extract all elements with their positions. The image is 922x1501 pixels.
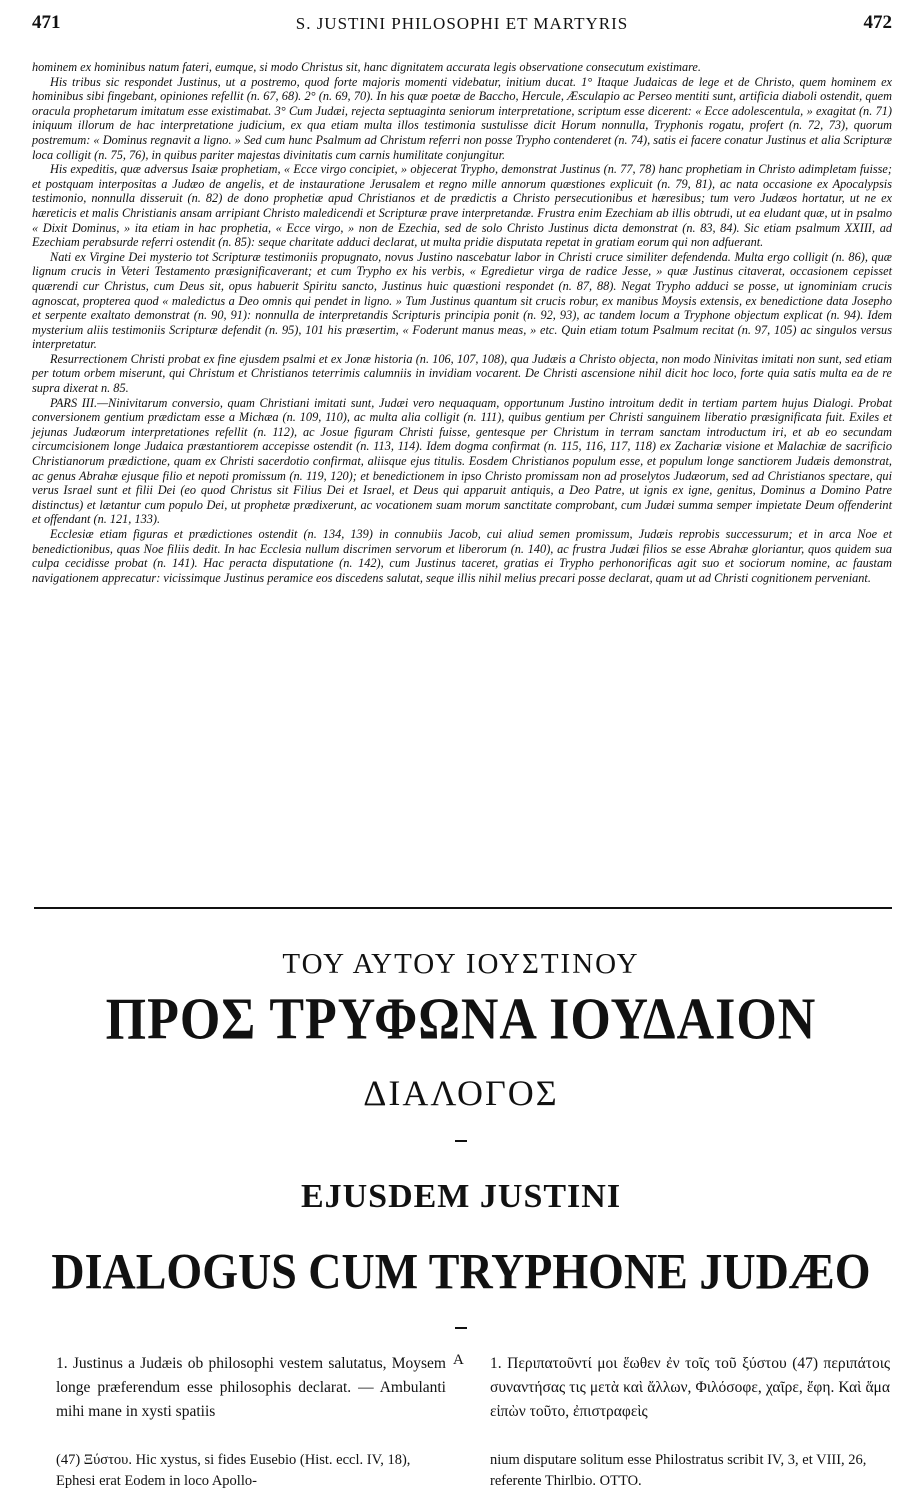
- summary-paragraph: His tribus sic respondet Justinus, ut a postremo, quod forte majoris momenti videbatur, initium ducat. 1° Itaque Judaicas de lege et de Christo, quem hominem ex hominibus sibi fingebant, opiniones refellit (n. 67, 68). 2° (n. 69, 70). In his quæ poetæ de Baccho, Hercule, Æsculapio ac Perseo mentiti sunt, artificia diaboli ostendit, quem oracula prophetarum imitatum esse existimabat. 3° Cum Judæi, rejecta septuaginta seniorum interpretatione, scriptum esse dicerent: « Ecce adolescentula, » exagitat (n. 71) iniquum illorum de hac interpretatione judicium, ex qua etiam multa illos testimonia sustulisse dicit Horum nonnulla, Tryphonis rogatu, profert (n. 72, 73), quorum postremum: « Dominus regnavit a ligno. » Sed cum hunc Psalmum ad Christum referri non posse Trypho contenderet (n. 74), satis ei facere conatur Justinus et alia Scripturæ loca colligit (n. 75, 76), in quibus pariter majestas divinitatis cum carnis humilitate conjungitur.: [32, 74, 892, 162]
- title-dash: [455, 1327, 467, 1329]
- latin-column-text: 1. Justinus a Judæis ob philosophi vestem salutatus, Moysem longe præferendum esse philosophis declarat. — Ambulanti mihi mane in xysti spatiis: [56, 1355, 446, 1420]
- greek-column-text: 1. Περιπατοῦντί μοι ἕωθεν ἐν τοῖς τοῦ ξύστου (47) περιπάτοις συναντήσας τις μετὰ καὶ ἄλλων, Φιλόσοφε, χαῖρε, ἔφη. Καὶ ἅμα εἰπὼν τοῦτο, ἐπιστραφεὶς: [490, 1355, 890, 1420]
- greek-title: ΠΡΟΣ ΤΡΥΦΩΝΑ ΙΟΥΔΑΙΟΝ: [105, 986, 817, 1053]
- title-dash: [455, 1140, 467, 1142]
- latin-title: DIALOGUS CUM TRYPHONE JUDÆO: [51, 1243, 871, 1300]
- page-number-right: 472: [863, 12, 892, 33]
- page-number-left: 471: [32, 12, 61, 33]
- page-header: [32, 8, 892, 38]
- footnote-left: (47) Ξύστου. Hic xystus, si fides Eusebio (Hist. eccl. IV, 18), Ephesi erat Eodem in loco Apollo-: [56, 1452, 411, 1489]
- footnote-right: nium disputare solitum esse Philostratus scribit IV, 3, et VIII, 26, referente Thirlbio. OTTO.: [490, 1452, 867, 1489]
- section-divider: [34, 907, 892, 909]
- latin-subtitle: EJUSDEM JUSTINI: [300, 1178, 622, 1215]
- running-title: S. JUSTINI PHILOSOPHI ET MARTYRIS: [295, 14, 629, 33]
- greek-dialogue-heading: ΔΙΑΛΟΓΟΣ: [363, 1073, 559, 1113]
- summary-paragraph: Nati ex Virgine Dei mysterio tot Scripturæ testimoniis propugnato, novus Justino nascebatur labor in Christi cruce similiter defendenda. Multa ergo colligit (n. 86), quæ lignum crucis in Veteri Testamento præsignificaverant; et cum Trypho ex his verbis, « Egredietur virga de radice Jesse, » quæ Justinus citaverat, occasionem cepisset quærendi cur Christus, cum Deus sit, opus habuerit Spiritu sancto, Justinus huic quæstioni respondet (n. 87, 88). Negat Trypho adduci se posse, ut ignominiam crucis agnoscat, propterea quod « maledictus a Deo omnis qui pendet in ligno. » Tum Justinus quantum sit crucis robur, ex manibus Moysis extensis, ex benedictione data Josepho et serpente exaltato demonstrat (n. 90, 91): nonnulla de interpretandis Scripturis principia ponit (n. 92, 93), ac tandem locum a Tryphone objectum explicat (n. 94). Idem mysterium aliis testimoniis Scripturæ defendit (n. 95), 101 his præsertim, « Foderunt manus meas, » etc. Quin etiam totum Psalmum recitat (n. 97, 105) ac singulos versus interpretatur.: [32, 249, 892, 352]
- summary-paragraph: His expeditis, quæ adversus Isaiæ prophetiam, « Ecce virgo concipiet, » objecerat Trypho, demonstrat Justinus (n. 77, 78) hanc prophetiam in Christo adimpletam fuisse; et postquam interpositas a Judæo de angelis, et de instauratione Jerusalem et regno mille annorum quæstiones explicuit (n. 79, 81), ac nata occasione ex Apocalypsis testimonio, nonnulla disseruit (n. 82) de dono prophetiæ apud Christianos et de prædictis a Christo persecutionibus et hæresibus; tum vero Judæos hortatur, ut ne ex hæreticis et malis Christianis ansam arripiant Christo maledicendi et Scripturæ prave interpretandæ. Frustra enim Ezechiam ab illis obtrudi, ut ea eludant quæ, ut in psalmo « Dixit Dominus, » ita etiam in hac prophetia, « Ecce virgo, » non de Ezechia, sed de solo Christo Justinus dicta demonstrat (n. 83, 84). Sic etiam psalmum XXIII, ad Ezechiam perabsurde referri ostendit (n. 85): seque charitate adduci declarat, ut multa pridie disputata repetat in gratiam eorum qui non adfuerant.: [32, 162, 892, 250]
- summary-text: [32, 60, 892, 585]
- summary-paragraph: hominem ex hominibus natum fateri, eumque, si modo Christus sit, hanc dignitatem accurata legis observatione consecutum existimare.: [32, 60, 701, 74]
- summary-paragraph: Resurrectionem Christi probat ex fine ejusdem psalmi et ex Jonæ historia (n. 106, 107, 108), qua Judæis a Christo objecta, non modo Ninivitas imitati non sunt, sed etiam per totum orbem miserunt, qui Christum et Christianos teterrimis calumniis in invidiam vocarent. De Christi ascensione nihil dicit hoc loco, forte quia satis multa ea de re supra dixerat n. 85.: [32, 351, 892, 396]
- margin-letter: A: [453, 1352, 464, 1368]
- summary-paragraph: Ecclesiæ etiam figuras et prædictiones ostendit (n. 134, 139) in connubiis Jacob, cui aliud semen promissum, Judæis reprobis successurum; et in arca Noe et benedictionibus, quas Noe filiis dedit. In hac Ecclesia nullum discrimen servorum et liberorum (n. 140), ac frustra Judæi filios se esse Abrahæ gloriantur, quos quidem sua culpa cecidisse probat (n. 141). Hac peracta disputatione (n. 142), cum Justinus taceret, gratias ei Trypho perhonorificas agit suo et sociorum nomine, ac faustam navigationem apprecatur: vicissimque Justinus peramice eos discedens salutat, seque illis nihil melius precari posse declarat, quam ut ad Christi cognitionem perveniant.: [32, 527, 892, 585]
- summary-paragraph: PARS III.—Ninivitarum conversio, quam Christiani imitati sunt, Judæi vero nequaquam, opportunum Justino introitum dedit in tertiam partem hujus Dialogi. Probat conversionem gentium prædictam esse a Michæa (n. 109, 110), ac multa alia colligit (n. 111), quibus gentium per Christi sanguinem liberatio præsignificata fuit. Exiles et jejunas Judæorum interpretationes refellit (n. 112), ac Josue figuram Christi fuisse, gentesque per Christum in terram sanctam introductum iri, et ab eo secundam circumcisionem longe Judaica præstantiorem accepisse ostendit (n. 113, 114). Idem dogma confirmat (n. 115, 116, 117, 118) ex Zachariæ visione et Malachiæ de sacrificio Christianorum prædictione, quam ex Christi sacerdotio confirmat, aliisque ejus titulis. Eosdem Christianos populum esse, et populum longe sanctiorem Judæis demonstrat, ac genus Abrahæ ejusque filio et nepoti promissum (n. 119, 120); et benedictionem in ipso Christo promissam non ad proselytos Judæorum, sed ad Christianos spectare, qui verus Israel sunt et filii Dei (eo quod Christus sit Filius Dei et Israel, et Deus qui apparuit antiquis, a Deo Patre, ut ignis ex igne, genitus, Dominus a Domino Patre distinctus) et lætantur cum populo Dei, ut prophetæ prædixerunt, ac vocationem suam morum sanctitate comprobant, cum Judæi summa semper impietate Deum offenderint et offendant (n. 121, 133).: [32, 395, 892, 527]
- greek-subtitle: ΤΟΥ ΑΥΤΟΥ ΙΟΥΣΤΙΝΟΥ: [282, 948, 640, 980]
